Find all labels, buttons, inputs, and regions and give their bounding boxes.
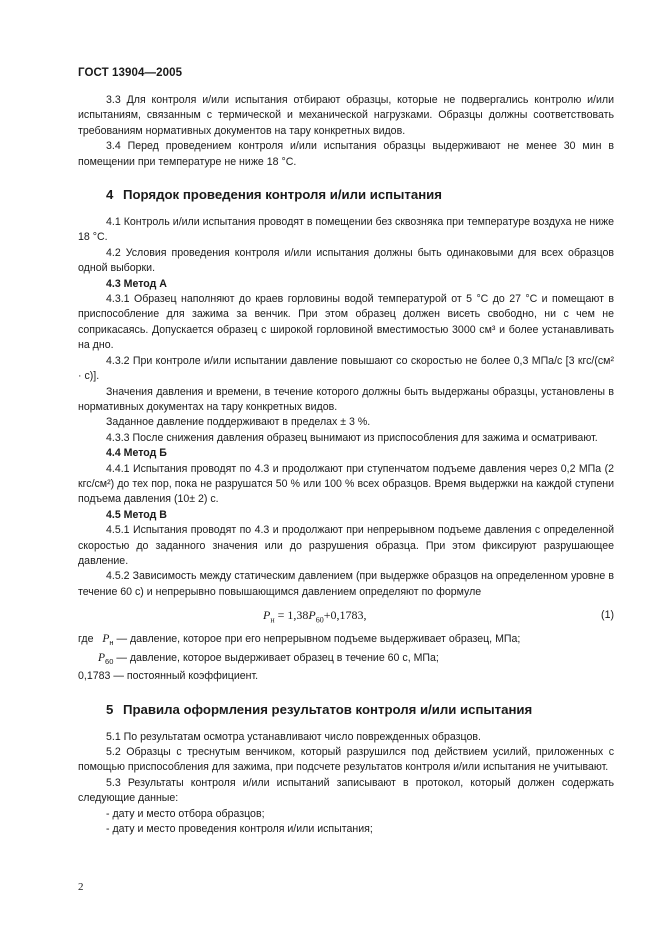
subheading-4-3: 4.3 Метод А xyxy=(106,277,167,290)
legend-symbol-p60: P xyxy=(98,651,106,664)
section-4-title: Порядок проведения контроля и/или испытания xyxy=(123,187,442,203)
legend-definition-pn: — давление, которое при его непрерывном подъеме выдерживает образец, МПа; xyxy=(116,633,521,646)
formula-1 xyxy=(263,608,367,628)
formula-number: (1) xyxy=(601,609,614,622)
subheading-4-4: 4.4 Метод Б xyxy=(106,447,167,460)
legend-subscript-n: н xyxy=(109,638,114,648)
formula-subscript-n: н xyxy=(270,615,275,625)
formula-row xyxy=(78,604,614,630)
paragraph-4-4-1: 4.4.1 Испытания проводят по 4.3 и продолжают при ступенчатом подъеме давления через 0,2 МПа (2 кгс/см²) до тех пор, пока не разрушатся 50 % или 100 % всех образцов. Время выдержки на каждой ступени подъема давления (10± 2) с. xyxy=(78,462,614,506)
paragraph-5-1: 5.1 По результатам осмотра устанавливают число поврежденных образцов. xyxy=(106,730,481,743)
legend-lead-word: где xyxy=(78,633,94,646)
formula-symbol-p60: P xyxy=(308,608,316,623)
paragraph-3-4: 3.4 Перед проведением контроля и/или испытания образцы выдерживают не менее 30 мин в помещении при температуре не ниже 18 °С. xyxy=(78,140,614,168)
paragraph-4-2: 4.2 Условия проведения контроля и/или испытания должны быть одинаковыми для всех образцов одной выборки. xyxy=(78,246,614,275)
paragraph-5-2: 5.2 Образцы с треснутым венчиком, который разрушился под действием усилий, приложенных с помощью приспособления для зажима, при подсчете результатов контроля и/или испытания не учитывают. xyxy=(78,746,614,774)
legend-line-1 xyxy=(78,632,614,651)
section-5-title: Правила оформления результатов контроля и/или испытания xyxy=(123,701,533,717)
section-4-number: 4 xyxy=(106,187,114,203)
formula-subscript-60: 60 xyxy=(315,615,324,625)
formula-constant: +0,1783, xyxy=(323,608,367,623)
section-4-heading xyxy=(78,186,614,204)
list-item: - дату и место проведения контроля и/или испытания; xyxy=(106,823,373,836)
subheading-4-5: 4.5 Метод В xyxy=(106,508,167,521)
paragraph-4-3-2: 4.3.2 При контроле и/или испытании давление повышают со скоростью не более 0,3 МПа/с [3 кгс/(см² · с)]. xyxy=(78,354,614,383)
document-code-header: ГОСТ 13904—2005 xyxy=(78,67,183,79)
legend-symbol-pn: P xyxy=(102,633,110,646)
paragraph-4-5-1: 4.5.1 Испытания проводят по 4.3 и продолжают при непрерывном подъеме давления с определенной скоростью до заданного значения или до разрушения образца. При этом фиксируют разрушающее давление. xyxy=(78,524,614,567)
formula-legend xyxy=(78,632,614,684)
legend-line-3: 0,1783 — постоянный коэффициент. xyxy=(78,670,259,683)
legend-subscript-60: 60 xyxy=(105,656,114,666)
list-item: - дату и место отбора образцов; xyxy=(106,807,265,820)
legend-line-2 xyxy=(78,651,614,670)
paragraph-4-3-2-tolerance: Заданное давление поддерживают в пределах ± 3 %. xyxy=(106,416,371,429)
page-content xyxy=(78,93,614,837)
paragraph-4-1: 4.1 Контроль и/или испытания проводят в помещении без сквозняка при температуре воздуха не ниже 18 °С. xyxy=(78,216,614,244)
paragraph-5-3: 5.3 Результаты контроля и/или испытаний записывают в протокол, который должен содержать следующие данные: xyxy=(78,776,614,805)
section-5-heading xyxy=(78,701,614,719)
paragraph-4-3-3: 4.3.3 После снижения давления образец вынимают из приспособления для зажима и осматривают. xyxy=(106,431,598,444)
page-number: 2 xyxy=(78,881,84,893)
paragraph-4-5-2: 4.5.2 Зависимость между статическим давлением (при выдержке образцов на определенном уровне в течение 60 с) и непрерывно повышающимся давлением определяют по формуле xyxy=(78,570,614,598)
paragraph-3-3: 3.3 Для контроля и/или испытания отбирают образцы, которые не подвергались контролю и/или испытаниям, связанным с термической и механической нагрузками. Образцы должны соответствовать требованиям нормативных документов на тару конкретных видов. xyxy=(78,94,614,137)
formula-symbol-p: P xyxy=(263,608,271,623)
section-5-number: 5 xyxy=(106,701,114,717)
legend-definition-p60: — давление, которое выдерживает образец в течение 60 с, МПа; xyxy=(116,651,439,664)
formula-coefficient: = 1,38 xyxy=(274,608,309,623)
paragraph-4-3-1: 4.3.1 Образец наполняют до краев горловины водой температурой от 5 °С до 27 °С и помещают в приспособление для зажима за венчик. При этом образец должен висеть свободно, ни с чем не соприкасаясь. Допускается образец с широкой горловиной вместимостью 3000 см³ и более устанавливать на дно. xyxy=(78,293,614,352)
paragraph-4-3-2-values: Значения давления и времени, в течение которого должны быть выдержаны образцы, установлены в нормативных документах на тару конкретных видов. xyxy=(78,385,614,413)
